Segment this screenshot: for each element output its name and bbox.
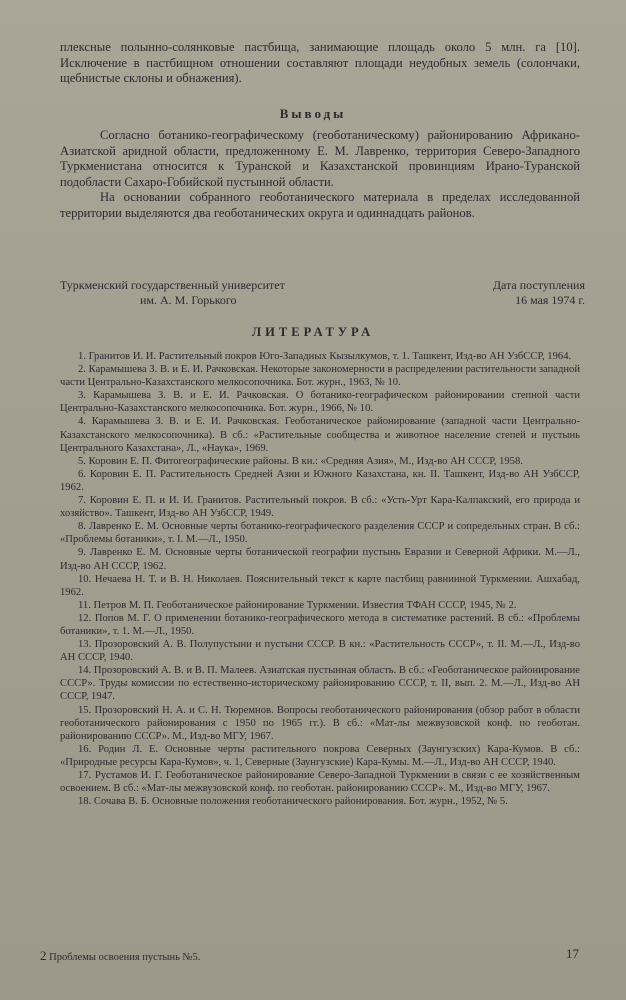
reference-item: 17. Рустамов И. Г. Геоботаническое районирование Северо-Западной Туркмении в связи с ее хозяйственным освоением. В сб.: «Мат-лы межвузовской конф. по геоботан. районированию СССР». М., Изд-во МГУ, 1967.: [60, 770, 580, 795]
intro-paragraph: плексные полынно-солянковые пастбища, занимающие площадь около 5 млн. га [10]. Исключение в пастбищном отношении составляют площади неудобных земель (солончаки, щебнистые склоны и обнажения).: [60, 40, 580, 85]
reference-item: 11. Петров М. П. Геоботаническое районирование Туркмении. Известия ТФАН СССР, 1945, № 2.: [78, 599, 517, 611]
footer-series-title: Проблемы освоения пустынь №5.: [49, 952, 201, 963]
reference-item: 18. Сочава В. Б. Основные положения геоботанического районирования. Бот. журн., 1952, № 5.: [78, 796, 508, 808]
conclusions-body: [60, 128, 580, 221]
page-footer-left: [40, 948, 200, 964]
reference-item: 15. Прозоровский Н. А. и С. Н. Тюремнов. Вопросы геоботанического районирования (обзор работ в области геоботанического районирования с 1950 по 1965 гг.). В сб.: «Мат-лы межвузовской конф. по геоботан. районированию СССР». М., Изд-во МГУ, 1967.: [60, 704, 580, 742]
reference-item: 7. Коровин Е. П. и И. И. Гранитов. Растительный покров. В сб.: «Усть-Урт Кара-Калпакский, его природа и хозяйство». Ташкент, Изд-во АН УзбССР, 1949.: [60, 495, 580, 520]
reference-item: 13. Прозоровский А. В. Полупустыни и пустыни СССР. В кн.: «Растительность СССР», т. II. М.—Л., Изд-во АН СССР, 1940.: [60, 639, 580, 664]
reference-item: 4. Карамышева З. В. и Е. И. Рачковская. Геоботаническое районирование (западной части Центрально-Казахстанского мелкосопочника). В сб.: «Растительные сообщества и животное население степей и пустынь Центрального Казахстана», Л., «Наука», 1969.: [60, 416, 580, 454]
reference-item: 1. Гранитов И. И. Растительный покров Юго-Западных Кызылкумов, т. 1. Ташкент, Изд-во АН УзбССР, 1964.: [78, 351, 572, 362]
date-label: Дата поступления: [492, 278, 585, 292]
reference-item: 14. Прозоровский А. В. и В. П. Малеев. Азиатская пустынная область. В сб.: «Геоботаническое районирование СССР». Труды комиссии по естественно-историческому районированию СССР, т. II, вып. 2. М.—Л., Изд-во АН СССР, 1947.: [60, 665, 580, 703]
date-value: 16 мая 1974 г.: [515, 293, 585, 307]
conclusions-paragraph: На основании собранного геоботанического материала в пределах исследованной территории выделяются два геоботанических округа и одиннадцать районов.: [60, 190, 580, 220]
reference-list: [60, 350, 580, 808]
reference-item: 3. Карамышева З. В. и Е. И. Рачковская. О ботанико-географическом районировании степной части Центрально-Казахстанского мелкосопочника. Бот. журн., 1966, № 10.: [60, 390, 580, 415]
reference-item: 12. Попов М. Г. О применении ботанико-географического метода в систематике растений. В сб.: «Проблемы ботаники», т. 1. М.—Л., 1950.: [60, 612, 580, 637]
reference-item: 2. Карамышева З. В. и Е. И. Рачковская. Некоторые закономерности в распределении растительности западной части Центрально-Казахстанского мелкосопочника. Бот. журн., 1963, № 10.: [60, 364, 580, 389]
institution-line: Туркменский государственный университет: [60, 278, 285, 292]
reference-item: 9. Лавренко Е. М. Основные черты ботанической географии пустынь Евразии и Северной Африки. М.—Л., Изд-во АН СССР, 1962.: [60, 547, 580, 572]
signature-mark: 2: [40, 948, 47, 963]
reference-item: 5. Коровин Е. П. Фитогеографические районы. В кн.: «Средняя Азия», М., Изд-во АН СССР, 1958.: [78, 455, 523, 467]
institution-signature: [60, 278, 340, 308]
literature-title: ЛИТЕРАТУРА: [251, 325, 375, 339]
reference-item: 8. Лавренко Е. М. Основные черты ботанико-географического разделения СССР и сопредельных стран. В сб.: «Проблемы ботаники», т. I. М.—Л., 1950.: [60, 521, 580, 546]
reference-item: 16. Родин Л. Е. Основные черты растительного покрова Северных (Заунгузских) Кара-Кумов. В сб.: «Природные ресурсы Кара-Кумов», ч. 1, Северные (Заунгузские) Кара-Кумы. М.—Л., Изд-во АН СССР, 1940.: [60, 743, 580, 768]
conclusions-title: Выводы: [279, 106, 347, 121]
receipt-date: [440, 278, 585, 308]
institution-line: им. А. М. Горького: [140, 293, 237, 307]
reference-item: 6. Коровин Е. П. Растительность Средней Азии и Южного Казахстана, кн. II. Ташкент, Изд-во АН УзбССР, 1962.: [60, 468, 580, 493]
reference-item: 10. Нечаева Н. Т. и В. Н. Николаев. Пояснительный текст к карте пастбищ равнинной Туркмении. Ашхабад, 1962.: [60, 573, 580, 598]
conclusions-paragraph: Согласно ботанико-географическому (геоботаническому) районированию Африкано-Азиатской аридной области, предложенному Е. М. Лавренко, территория Северо-Западного Туркменистана относится к Туранской и Казахстанской провинциям Ирано-Туранской подобласти Сахаро-Гобийской пустынной области.: [60, 128, 580, 189]
page-number: 17: [566, 946, 579, 961]
